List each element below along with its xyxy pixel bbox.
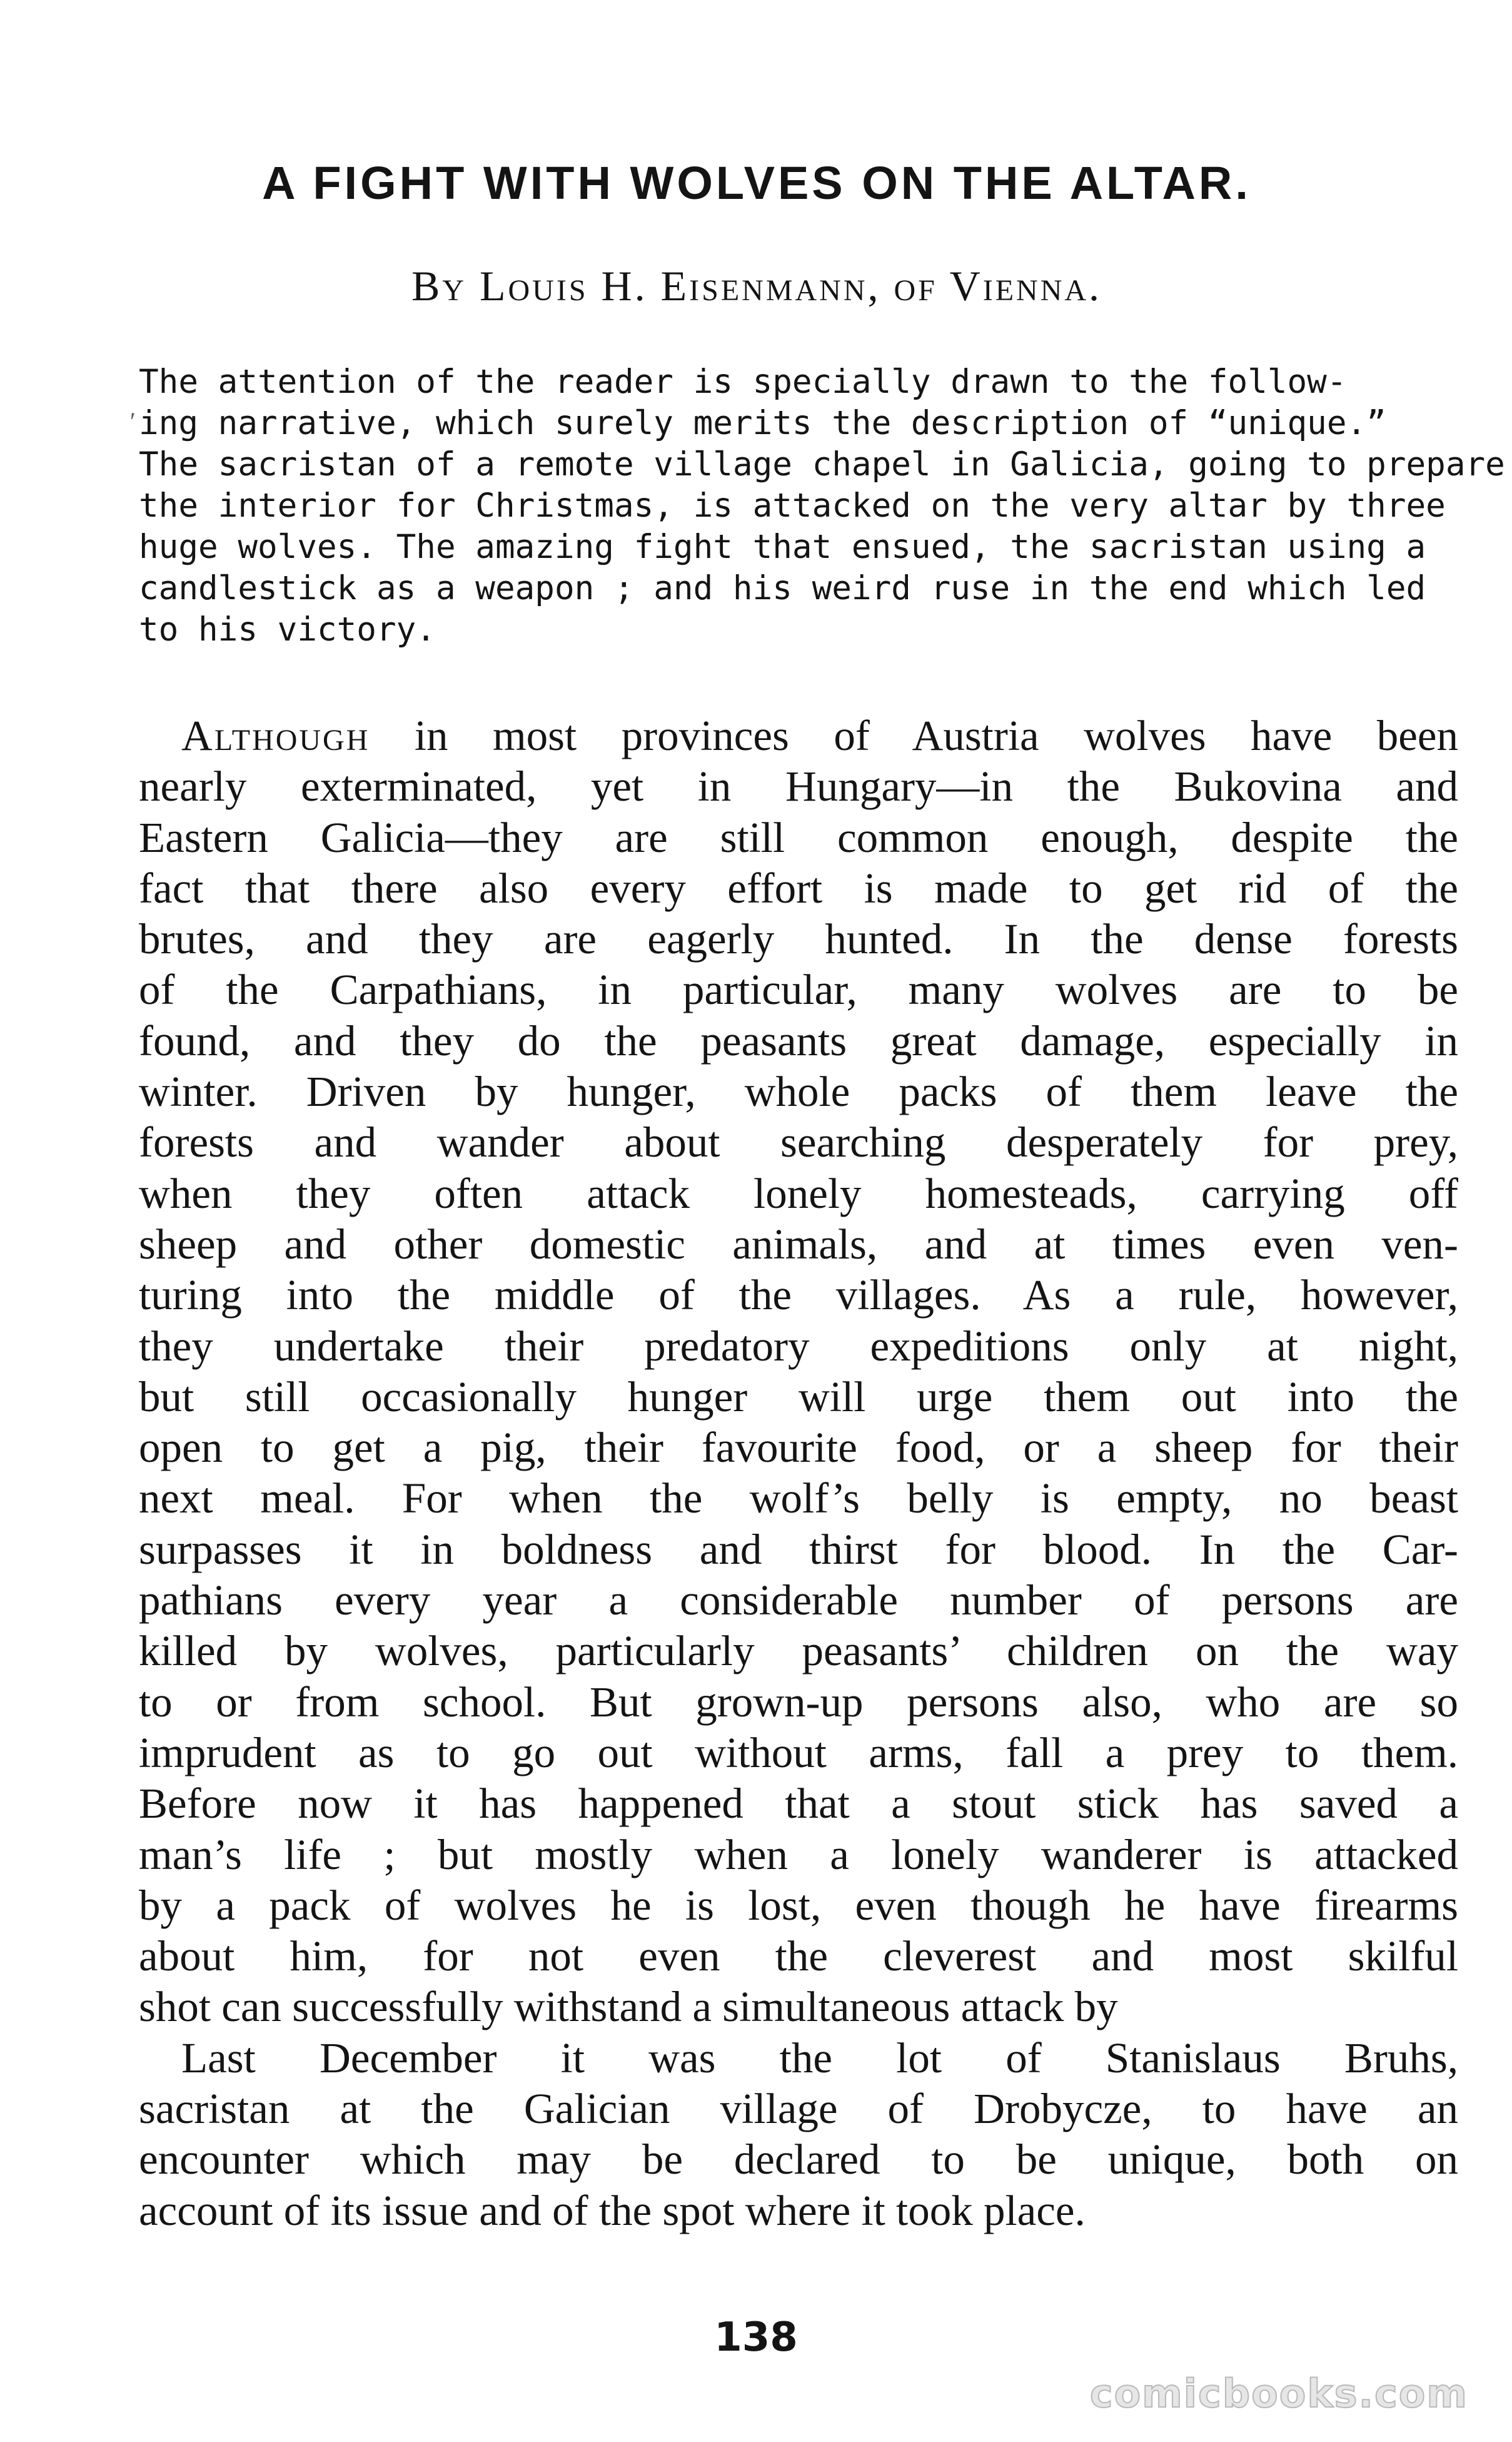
watermark-logo: comicbooks.com [1089,2371,1468,2416]
body-line: turing into the middle of the villages. As a rule, however, [139,1271,1458,1319]
article-byline: By Louis H. Eisenmann, of Vienna. [411,262,1102,310]
body-line: Before now it has happened that a stout stick has saved a [139,1780,1458,1828]
body-line: next meal. For when the wolf’s belly is empty, no beast [139,1474,1458,1522]
body-line: but still occasionally hunger will urge them out into the [139,1372,1458,1421]
intro-line: to his victory. [139,610,436,649]
body-line: shot can successfully withstand a simultaneous attack by [139,1983,1118,2031]
body-line: when they often attack lonely homesteads, carrying off [139,1169,1458,1217]
margin-mark: ′ [130,407,136,435]
intro-line: huge wolves. The amazing fight that ensued, the sacristan using a [139,528,1426,566]
body-line: fact that there also every effort is made to get rid of the [139,864,1458,912]
body-line: surpasses it in boldness and thirst for blood. In the Car- [139,1525,1458,1573]
body-line: sacristan at the Galician village of Drobycze, to have an [139,2085,1458,2133]
intro-line: ing narrative, which surely merits the description of “unique.” [139,404,1386,442]
body-line-first [139,711,1458,761]
body-line: they undertake their predatory expeditions only at night, [139,1322,1458,1370]
body-line: sheep and other domestic animals, and at times even ven- [139,1220,1458,1268]
body-line: brutes, and they are eagerly hunted. In the dense forests [139,915,1458,963]
body-line: open to get a pig, their favourite food, or a sheep for their [139,1424,1458,1472]
intro-line: The attention of the reader is specially drawn to the follow- [139,363,1347,401]
body-line: killed by wolves, particularly peasants’ children on the way [139,1627,1458,1675]
body-line: to or from school. But grown-up persons also, who are so [139,1678,1458,1726]
body-line: Last December it was the lot of Stanislaus Bruhs, [181,2034,1458,2082]
body-line: encounter which may be declared to be unique, both on [139,2135,1458,2184]
body-line: man’s life ; but mostly when a lonely wanderer is attacked [139,1830,1458,1878]
intro-line: The sacristan of a remote village chapel in Galicia, going to prepare [139,445,1505,484]
body-line: winter. Driven by hunger, whole packs of them leave the [139,1068,1458,1116]
first-line-text: in most provinces of Austria wolves have been [370,712,1458,759]
article-title: A FIGHT WITH WOLVES ON THE ALTAR. [262,157,1251,209]
body-line: by a pack of wolves he is lost, even though he have firearms [139,1881,1458,1929]
article-body [139,711,1458,2236]
intro-paragraph [139,362,1505,651]
intro-line: candlestick as a weapon ; and his weird ruse in the end which led [139,569,1426,607]
body-line: imprudent as to go out without arms, fall a prey to them. [139,1728,1458,1776]
body-line: nearly exterminated, yet in Hungary—in the Bukovina and [139,762,1458,811]
body-line: pathians every year a considerable number of persons are [139,1576,1458,1624]
drop-word: Although [181,712,370,759]
body-line: about him, for not even the cleverest and most skilful [139,1932,1458,1980]
intro-line: the interior for Christmas, is attacked on the very altar by three [139,487,1446,525]
body-line: account of its issue and of the spot where it took place. [139,2186,1086,2234]
body-line: forests and wander about searching desperately for prey, [139,1118,1458,1167]
body-line: Eastern Galicia—they are still common enough, despite the [139,813,1458,861]
page-number: 138 [714,2314,798,2361]
body-line: of the Carpathians, in particular, many wolves are to be [139,966,1458,1014]
body-line: found, and they do the peasants great damage, especially in [139,1016,1458,1065]
